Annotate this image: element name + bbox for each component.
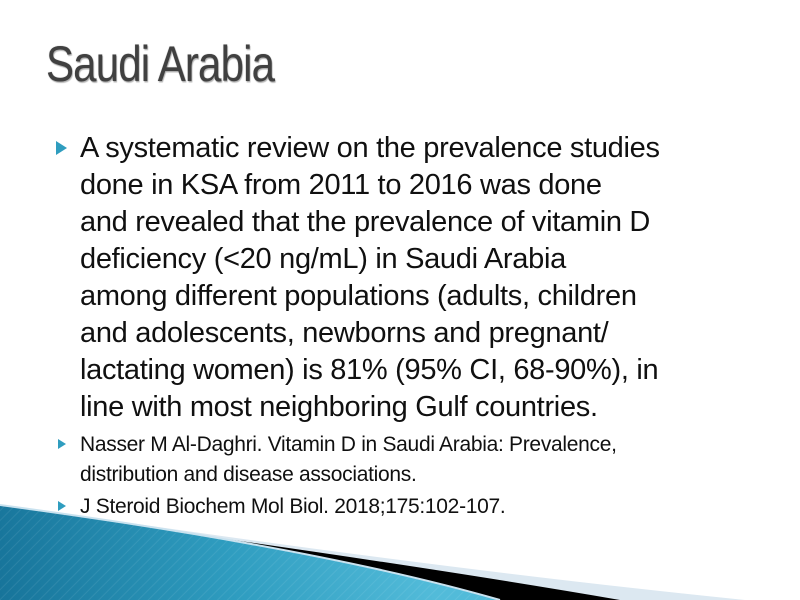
slide-title: Saudi Arabia [46, 36, 275, 92]
text-line: A systematic review on the prevalence studies [80, 132, 660, 164]
bullet-item [50, 130, 756, 426]
bullet-arrow-icon [56, 141, 67, 155]
text-line: Nasser M Al-Daghri. Vitamin D in Saudi Arabia: Prevalence, [80, 433, 617, 456]
text-line: J Steroid Biochem Mol Biol. 2018;175:102-107. [80, 495, 506, 518]
bullet-text [80, 130, 660, 426]
text-line: lactating women) is 81% (95% CI, 68-90%), in [80, 354, 659, 386]
footer-teal-wedge-texture [0, 505, 500, 600]
text-line: and revealed that the prevalence of vitamin D [80, 206, 651, 238]
text-line: among different populations (adults, children [80, 280, 637, 312]
bullet-item [50, 430, 756, 490]
text-line: done in KSA from 2011 to 2016 was done [80, 169, 602, 201]
bullet-marker-column [50, 430, 80, 490]
bullet-arrow-icon [58, 439, 66, 449]
text-line: and adolescents, newborns and pregnant/ [80, 317, 609, 349]
bullet-list [50, 130, 756, 524]
text-line: distribution and disease associations. [80, 463, 417, 486]
text-line: line with most neighboring Gulf countries. [80, 391, 598, 423]
bullet-text [80, 430, 617, 490]
footer-decoration [0, 500, 800, 600]
bullet-marker-column [50, 130, 80, 426]
text-line: deficiency (<20 ng/mL) in Saudi Arabia [80, 243, 566, 275]
